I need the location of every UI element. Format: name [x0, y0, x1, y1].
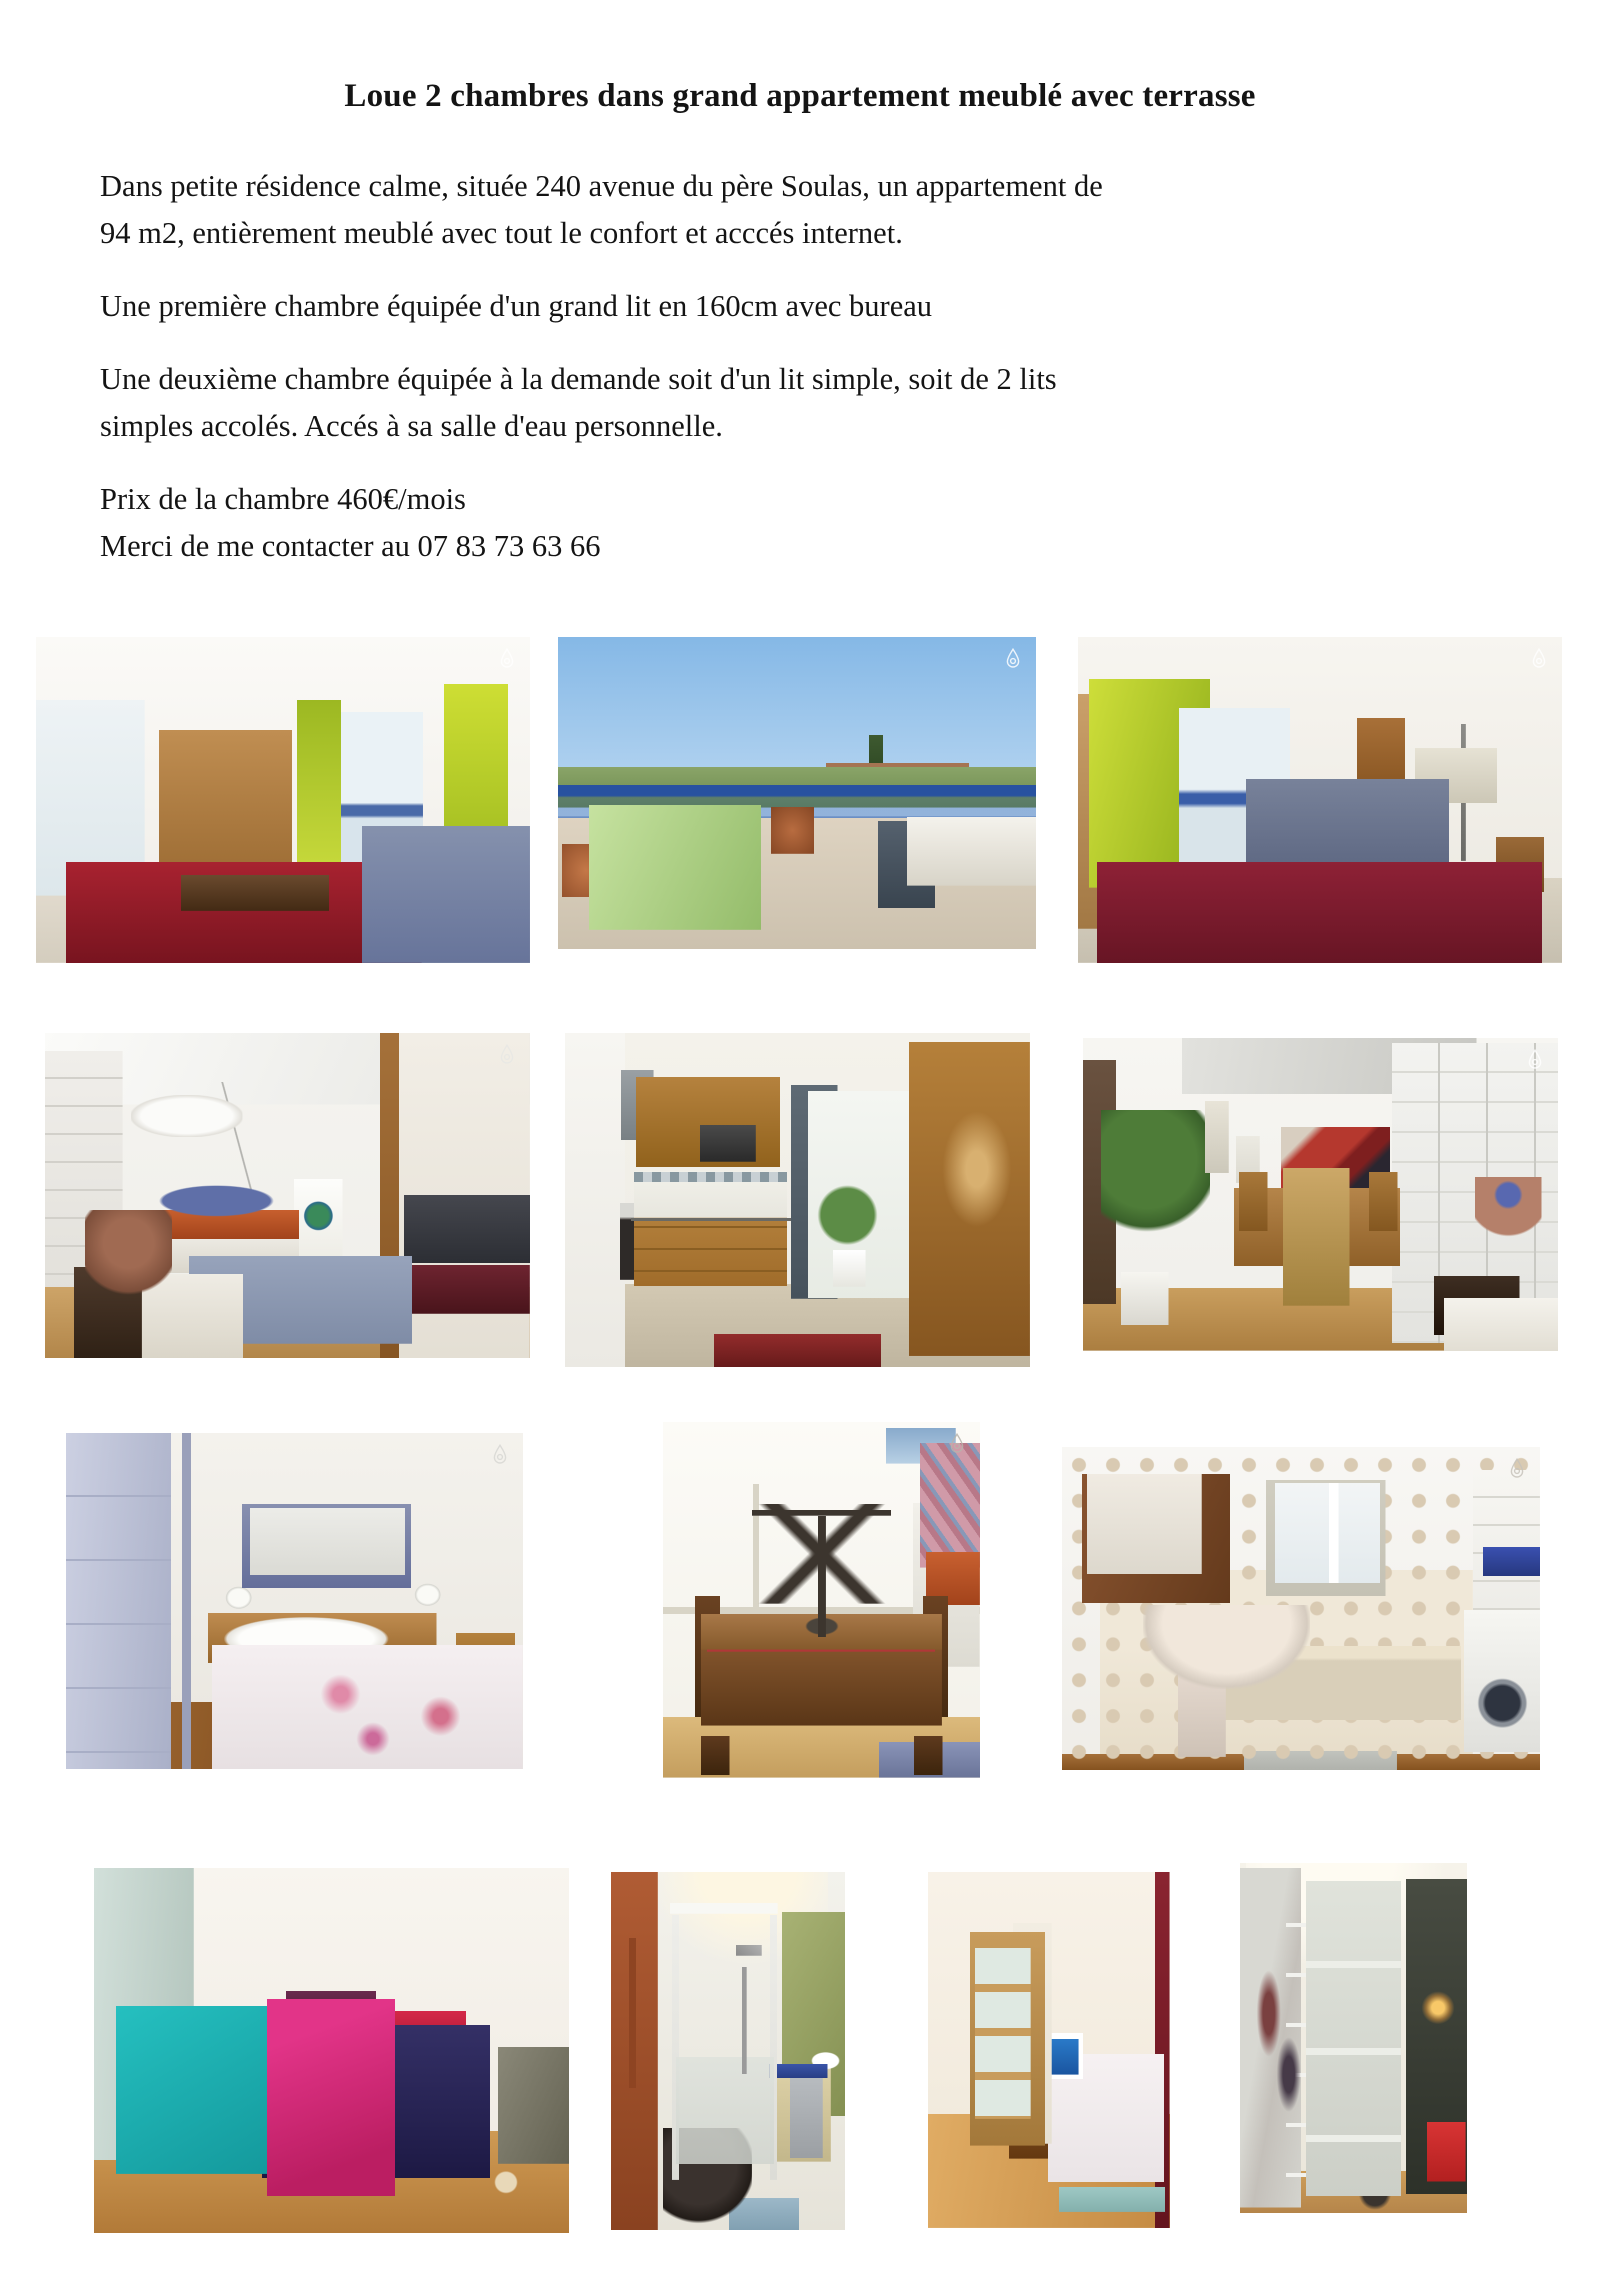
- airbnb-logo-icon: [1001, 646, 1025, 670]
- photo-bedroom-colorful-bed: [94, 1868, 569, 2233]
- photo-shower-room: [611, 1872, 845, 2230]
- airbnb-logo-icon: [945, 1431, 969, 1455]
- airbnb-logo-icon: [1523, 1047, 1547, 1071]
- page-title: Loue 2 chambres dans grand appartement meublé avec terrasse: [344, 78, 1256, 114]
- photo-bathroom: [1062, 1447, 1540, 1770]
- photo-bedroom-double-bed: [66, 1433, 523, 1769]
- photo-candelabra-chest: [663, 1422, 980, 1778]
- paragraph-description-line-1: Dans petite résidence calme, située 240 avenue du père Soulas, un appartement de: [100, 169, 1103, 203]
- photo-bedroom-single-bed: [928, 1872, 1170, 2228]
- price-line: Prix de la chambre 460€/mois: [100, 482, 466, 516]
- paragraph-second-bedroom: [100, 356, 1430, 450]
- airbnb-logo-icon: [488, 1442, 512, 1466]
- paragraph-second-bedroom-line-2: simples accolés. Accés à sa salle d'eau personnelle.: [100, 409, 723, 443]
- paragraph-price-contact: [100, 476, 1430, 570]
- photo-veranda-lounge: [45, 1033, 530, 1358]
- paragraph-description-line-2: 94 m2, entièrement meublé avec tout le confort et acccés internet.: [100, 216, 903, 250]
- photo-wardrobe: [1240, 1863, 1467, 2213]
- paragraph-description: [100, 163, 1430, 257]
- photo-dining-room: [1083, 1038, 1558, 1351]
- airbnb-logo-icon: [495, 1042, 519, 1066]
- contact-line: Merci de me contacter au 07 83 73 63 66: [100, 529, 601, 563]
- photo-terrace: [558, 637, 1036, 949]
- paragraph-second-bedroom-line-1: Une deuxième chambre équipée à la demande soit d'un lit simple, soit de 2 lits: [100, 362, 1057, 396]
- airbnb-logo-icon: [1505, 1456, 1529, 1480]
- airbnb-logo-icon: [1527, 646, 1551, 670]
- paragraph-first-bedroom: [100, 283, 1430, 330]
- paragraph-first-bedroom-line-1: Une première chambre équipée d'un grand lit en 160cm avec bureau: [100, 289, 933, 323]
- photo-living-room-armoire: [36, 637, 530, 963]
- airbnb-logo-icon: [495, 646, 519, 670]
- photo-living-room-sofa: [1078, 637, 1562, 963]
- photo-kitchen: [565, 1033, 1030, 1367]
